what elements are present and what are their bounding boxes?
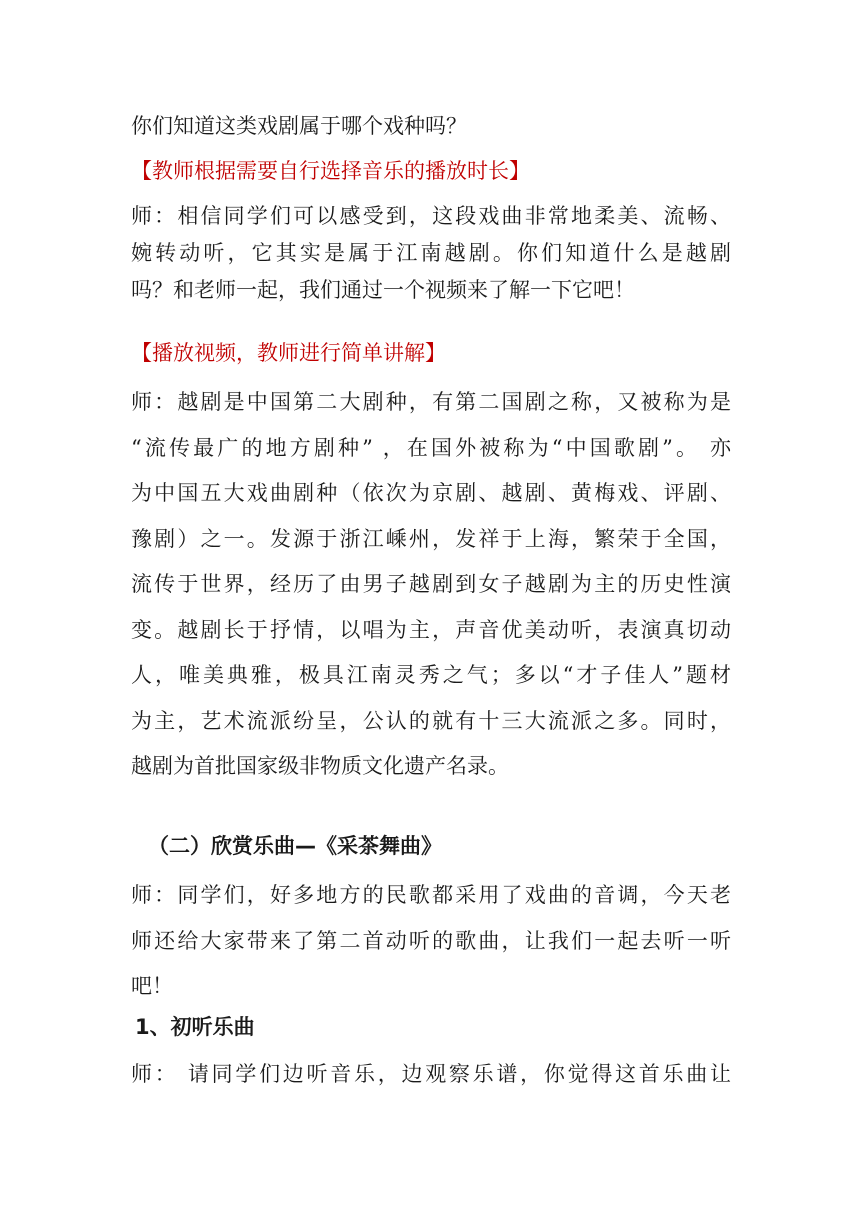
section-heading [148,830,748,860]
text-line: 婉转动听，它其实是属于江南越剧。你们知道什么是越剧 [131,241,731,265]
sub-heading-title: 1、初听乐曲 [135,1015,255,1039]
text-line: 吗？和老师一起，我们通过一个视频来了解一下它吧！ [131,278,635,302]
text-line: 人，唯美典雅，极具江南灵秀之气；多以“才子佳人”题材 [131,663,731,687]
text-line: 你们知道这类戏剧属于哪个戏种吗？ [131,114,467,138]
text-line: “流传最广的地方剧种” ，在国外被称为“中国歌剧”。 亦 [131,435,731,460]
text-line: 师：同学们，好多地方的民歌都采用了戏曲的音调，今天老 [131,883,731,907]
paragraph-song [131,873,731,1010]
teacher-note-music [131,153,731,190]
text-line: 师：相信同学们可以感受到，这段戏曲非常地柔美、流畅、 [131,204,731,228]
paragraph-listen [131,1056,731,1093]
sub-heading [135,1011,735,1041]
text-line: 变。越剧长于抒情，以唱为主，声音优美动听，表演真切动 [131,617,731,642]
text-line: 为主，艺术流派纷呈，公认的就有十三大流派之多。同时， [131,708,731,733]
text-line: 豫剧）之一。发源于浙江嵊州，发祥于上海，繁荣于全国， [131,526,731,551]
text-line: 为中国五大戏曲剧种（依次为京剧、越剧、黄梅戏、评剧、 [131,481,731,505]
question-line [131,108,731,145]
section-title: （二）欣赏乐曲—《采茶舞曲》 [148,834,442,858]
text-line: 吧！ [131,974,173,998]
paragraph-intro [131,198,731,309]
text-line: 【播放视频，教师进行简单讲解】 [131,341,446,365]
text-line: 师： 请同学们边听音乐，边观察乐谱，你觉得这首乐曲让 [131,1062,731,1086]
text-line: 师：越剧是中国第二大剧种，有第二国剧之称，又被称为是 [131,390,731,414]
text-line: 师还给大家带来了第二首动听的歌曲，让我们一起去听一听 [131,928,731,953]
paragraph-yueju [131,380,731,790]
text-line: 越剧为首批国家级非物质文化遗产名录。 [131,754,509,778]
teacher-note-video [131,335,731,372]
text-line: 流传于世界，经历了由男子越剧到女子越剧为主的历史性演 [131,572,731,596]
text-line: 【教师根据需要自行选择音乐的播放时长】 [131,159,530,183]
